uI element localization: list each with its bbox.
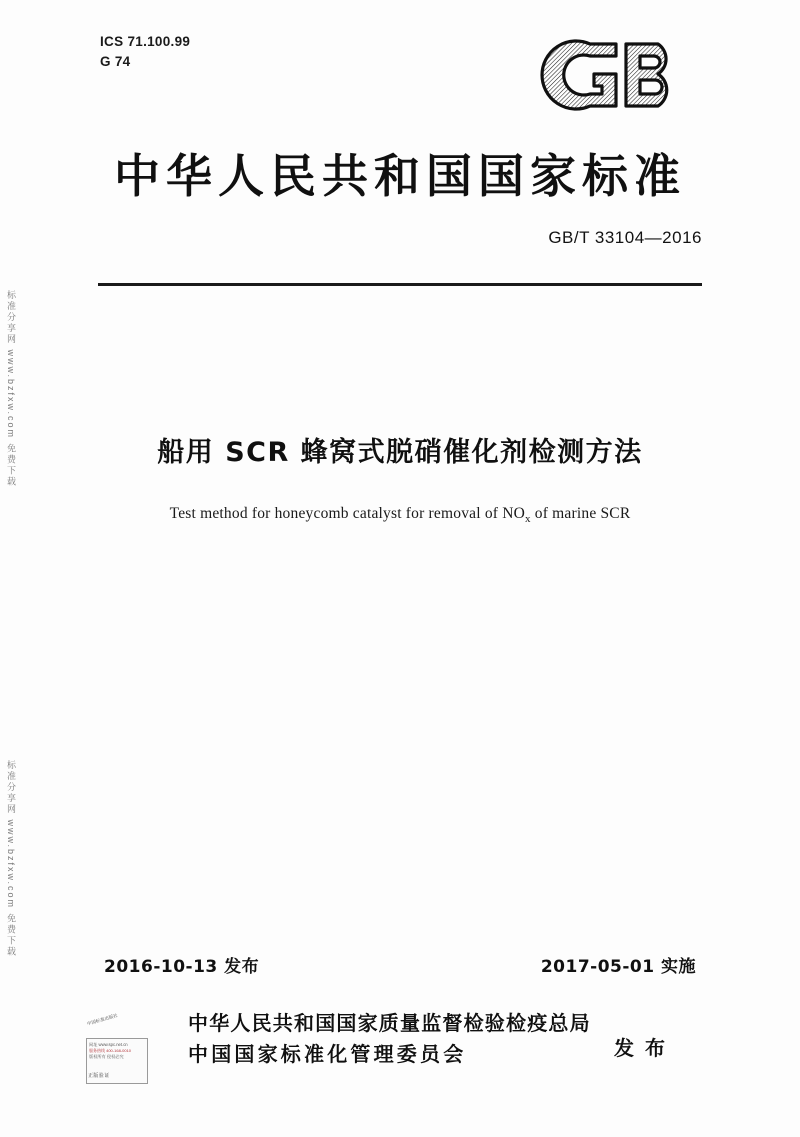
implementation-date: 2017-05-01 实施 [540,957,696,977]
document-title-english [0,505,800,525]
seal-arc-text: 中国标准出版社 [86,1012,119,1027]
classification-code: G 74 [100,53,131,69]
publish-label: 发 布 [614,1036,667,1060]
edge-watermark-top: 标准分享网 www.bzfxw.com 免费下载 [6,290,16,488]
anti-counterfeit-seal [86,1012,160,1086]
header-divider [98,283,702,286]
standard-number: GB/T 33104—2016 [548,228,702,247]
ics-classification-block [100,32,190,71]
document-title-chinese: 船用 SCR 蜂窝式脱硝催化剂检测方法 [157,437,643,468]
issuer-line-1: 中华人民共和国国家质量监督检验检疫总局 [188,1011,591,1035]
seal-copyright: 版权所有 侵权必究 [89,1054,124,1060]
document-title-english-post: of marine SCR [530,505,631,522]
ics-code: ICS 71.100.99 [100,34,191,49]
issue-date: 2016-10-13 发布 [104,957,260,977]
issuer-line-2: 中国国家标准化管理委员会 [188,1042,467,1066]
seal-website: 网址 www.spc.net.cn [89,1042,128,1047]
document-title-english-subscript: x [525,513,531,526]
edge-watermark-bottom: 标准分享网 www.bzfxw.com 免费下载 [6,760,16,958]
seal-hotline: 服务热线 400-168-0010 [89,1048,132,1054]
seal-verify-label: 正版验证 [88,1073,110,1079]
national-standard-title: 中华人民共和国国家标准 [114,149,686,203]
issuer-block [188,1008,591,1070]
gb-emblem-icon [538,34,708,116]
document-title-english-pre: Test method for honeycomb catalyst for removal of NO [169,505,525,522]
